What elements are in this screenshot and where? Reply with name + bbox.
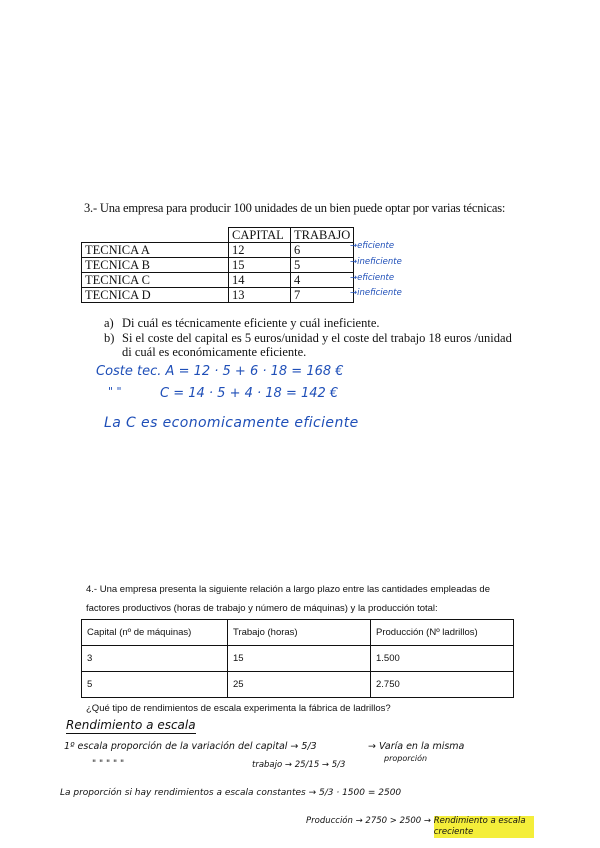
handwritten-ditto-marks: " " bbox=[108, 385, 122, 398]
handwritten-same-proportion: → Varía en la misma bbox=[368, 741, 465, 752]
annotation-arrow-d: →ineficiente bbox=[350, 288, 402, 298]
technique-trabajo: 6 bbox=[291, 243, 354, 258]
table-row bbox=[82, 672, 514, 698]
handwritten-constant-returns: La proporción si hay rendimientos a escala constantes → 5/3 · 1500 = 2500 bbox=[60, 788, 402, 798]
annotation-arrow-b: →ineficiente bbox=[350, 257, 402, 267]
efficiency-note: eficiente bbox=[357, 241, 395, 251]
technique-trabajo: 5 bbox=[291, 258, 354, 273]
problem-4-question: ¿Qué tipo de rendimientos de escala experimenta la fábrica de ladrillos? bbox=[86, 703, 391, 714]
technique-name: TECNICA C bbox=[82, 273, 229, 288]
question-text: Di cuál es técnicamente eficiente y cuál ineficiente. bbox=[122, 316, 380, 330]
question-letter: b) bbox=[104, 330, 115, 345]
handwritten-capital-line: 1º escala proporción de la variación del capital → 5/3 bbox=[64, 741, 317, 752]
technique-name: TECNICA A bbox=[82, 243, 229, 258]
production-table-header bbox=[82, 620, 514, 646]
technique-capital: 12 bbox=[229, 243, 291, 258]
header-capital: Capital (nº de máquinas) bbox=[82, 620, 228, 646]
table-row bbox=[82, 273, 354, 288]
handwritten-title: Rendimiento a escala bbox=[66, 718, 196, 732]
cell-produccion: 1.500 bbox=[371, 646, 514, 672]
handwritten-ditto-marks: " " " " " bbox=[92, 759, 125, 769]
efficiency-note: ineficiente bbox=[357, 257, 402, 267]
production-table bbox=[81, 619, 514, 698]
handwritten-proportion-word: proporción bbox=[384, 754, 428, 763]
technique-trabajo: 7 bbox=[291, 288, 354, 303]
handwritten-production-compare bbox=[306, 816, 534, 838]
problem-3-questions bbox=[104, 316, 524, 360]
table-row bbox=[82, 288, 354, 303]
efficiency-note: eficiente bbox=[357, 273, 395, 283]
handwritten-conclusion: La C es economicamente eficiente bbox=[104, 415, 359, 431]
handwritten-labor-line: trabajo → 25/15 → 5/3 bbox=[252, 760, 346, 770]
header-capital: CAPITAL bbox=[229, 228, 291, 243]
technique-capital: 15 bbox=[229, 258, 291, 273]
annotation-arrow-c: →eficiente bbox=[350, 273, 395, 283]
production-compare-text: Producción → 2750 > 2500 → bbox=[306, 816, 432, 826]
problem-4-heading: 4.- Una empresa presenta la siguiente relación a largo plazo entre las cantidades empleadas de factores productivos (horas de trabajo y número de máquinas) y la producción total: bbox=[86, 584, 490, 614]
techniques-table bbox=[81, 227, 354, 303]
cell-capital: 3 bbox=[82, 646, 228, 672]
cell-trabajo: 25 bbox=[228, 672, 371, 698]
header-produccion: Producción (Nº ladrillos) bbox=[371, 620, 514, 646]
list-item bbox=[104, 331, 524, 360]
highlighted-result: Rendimiento a escala creciente bbox=[434, 816, 534, 838]
question-text: Si el coste del capital es 5 euros/unidad y el coste del trabajo 18 euros /unidad di cuál es económicamente eficiente. bbox=[122, 330, 512, 359]
table-row bbox=[82, 258, 354, 273]
header-empty-cell bbox=[82, 228, 229, 243]
technique-trabajo: 4 bbox=[291, 273, 354, 288]
list-item bbox=[104, 316, 524, 331]
handwritten-cost-c: C = 14 · 5 + 4 · 18 = 142 € bbox=[160, 386, 339, 401]
techniques-table-header bbox=[82, 228, 354, 243]
annotation-arrow-a: →eficiente bbox=[350, 241, 395, 251]
question-letter: a) bbox=[104, 316, 114, 330]
technique-name: TECNICA D bbox=[82, 288, 229, 303]
cell-capital: 5 bbox=[82, 672, 228, 698]
table-row bbox=[82, 646, 514, 672]
technique-name: TECNICA B bbox=[82, 258, 229, 273]
cell-trabajo: 15 bbox=[228, 646, 371, 672]
technique-capital: 14 bbox=[229, 273, 291, 288]
efficiency-note: ineficiente bbox=[357, 288, 402, 298]
table-row bbox=[82, 243, 354, 258]
technique-capital: 13 bbox=[229, 288, 291, 303]
handwritten-cost-a: Coste tec. A = 12 · 5 + 6 · 18 = 168 € bbox=[96, 364, 344, 379]
header-trabajo: Trabajo (horas) bbox=[228, 620, 371, 646]
cell-produccion: 2.750 bbox=[371, 672, 514, 698]
header-trabajo: TRABAJO bbox=[291, 228, 354, 243]
problem-3-heading: 3.- Una empresa para producir 100 unidades de un bien puede optar por varias técnicas: bbox=[84, 201, 506, 215]
